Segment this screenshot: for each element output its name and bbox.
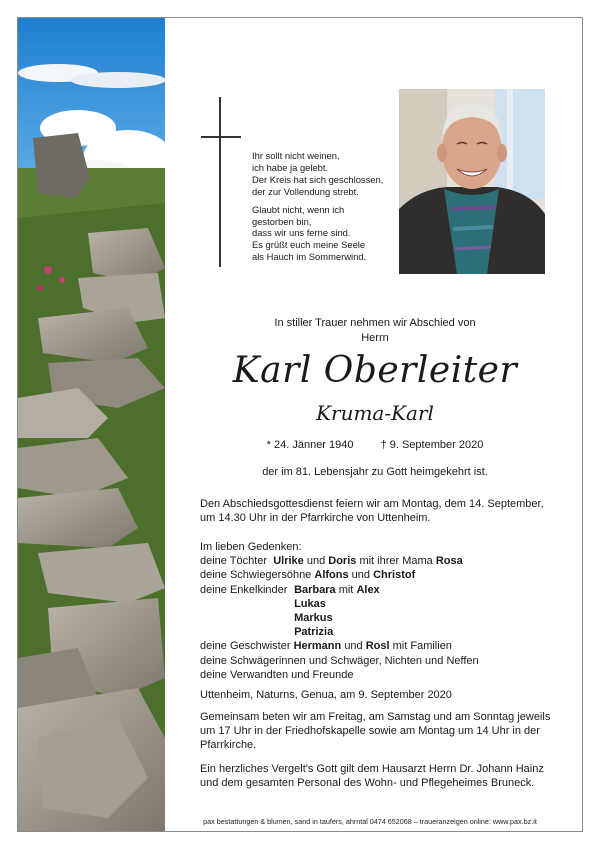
life-dates [180, 438, 570, 453]
grandchild-3: Markus [294, 612, 333, 625]
siblings-suffix: mit Familien [392, 640, 452, 653]
conjunction: und [351, 569, 371, 582]
conjunction: und [344, 640, 363, 653]
mourners-heading: Im lieben Gedenken: [200, 541, 302, 553]
place-date-text: Uttenheim, Naturns, Genua, am 9. September 2020 [200, 689, 452, 701]
age-line: der im 81. Lebensjahr zu Gott heimgekehrt ist. [262, 466, 488, 478]
cross-horizontal [201, 136, 241, 138]
son-in-law-2: Christof [373, 569, 416, 582]
intro-line-1: In stiller Trauer nehmen wir Abschied von [274, 317, 476, 329]
son-in-law-1: Alfons [314, 569, 349, 582]
conjunction: und [306, 555, 326, 568]
thanks-text: Ein herzliches Vergelt's Gott gilt dem Hausarzt Herrn Dr. Johann Hainz und dem gesamten Personal des Wohn- und Pflegeheimes Bruneck. [200, 763, 544, 790]
sibling-1: Hermann [293, 640, 342, 653]
mourners-grandchild-row [200, 625, 560, 639]
grandchildren-prefix: deine Enkelkinder [200, 583, 288, 596]
poem [252, 150, 402, 269]
mourners-sons-in-law [200, 568, 560, 582]
siblings-prefix: deine Geschwister [200, 640, 291, 653]
portrait-photo [399, 89, 545, 274]
mountain-path-photo [18, 18, 165, 831]
prayer-info [200, 710, 560, 753]
mit-mama: mit ihrer Mama [359, 555, 433, 568]
funeral-info [200, 497, 560, 525]
mourners-grandchild-row [200, 611, 560, 625]
death-date: † 9. September 2020 [380, 439, 484, 451]
birth-date: * 24. Jänner 1940 [266, 439, 354, 451]
mourners-in-laws: deine Schwägerinnen und Schwäger, Nichten und Neffen [200, 654, 479, 667]
funeral-text: Den Abschiedsgottesdienst feiern wir am Montag, dem 14. September, um 14.30 Uhr in der Pfarrkirche von Uttenheim. [200, 498, 544, 525]
place-date [200, 688, 560, 702]
sibling-2: Rosl [365, 640, 390, 653]
prayer-text: Gemeinsam beten wir am Freitag, am Samstag und am Sonntag jeweils um 17 Uhr in der Friedhofskapelle sowie am Montag um 14 Uhr in der Pfarrkirche. [200, 711, 551, 752]
mourners-relatives: deine Verwandten und Freunde [200, 668, 354, 681]
cross-vertical [219, 97, 221, 267]
conjunction: mit [338, 583, 354, 596]
grandchild-4: Patrizia [294, 626, 334, 639]
mother-name: Rosa [435, 555, 463, 568]
daughter-2: Doris [328, 555, 357, 568]
sons-in-law-prefix: deine Schwiegersöhne [200, 569, 312, 582]
grandchild-1-partner: Alex [356, 583, 380, 596]
daughters-prefix: deine Töchter [200, 555, 268, 568]
poem-stanza-2: Glaubt nicht, wenn ich gestorben bin, dass wir uns ferne sind. Es grüßt euch meine Seele als Hauch im Sommerwind. [252, 203, 367, 263]
mourners-grandchild-row [200, 597, 560, 611]
mourners-daughters [200, 554, 560, 568]
grandchild-1: Barbara [294, 583, 336, 596]
intro-text [180, 316, 570, 346]
mourners-grandchildren [200, 583, 560, 597]
thanks-info [200, 762, 560, 790]
mourners-list [200, 540, 560, 682]
deceased-nickname: Kruma-Karl [316, 401, 434, 425]
deceased-name: Karl Oberleiter [232, 350, 518, 391]
intro-line-2: Herrn [361, 332, 389, 344]
mourners-siblings [200, 639, 560, 653]
daughter-1: Ulrike [273, 555, 304, 568]
poem-stanza-1: Ihr sollt nicht weinen, ich habe ja gelebt. Der Kreis hat sich geschlossen, der zur Vollendung strebt. [252, 150, 384, 197]
grandchild-2: Lukas [294, 597, 326, 610]
footer-imprint: pax bestattungen & blumen, sand in taufers, ahrntal 0474 652068 – traueranzeigen online: www.pax.bz.it [203, 817, 537, 826]
